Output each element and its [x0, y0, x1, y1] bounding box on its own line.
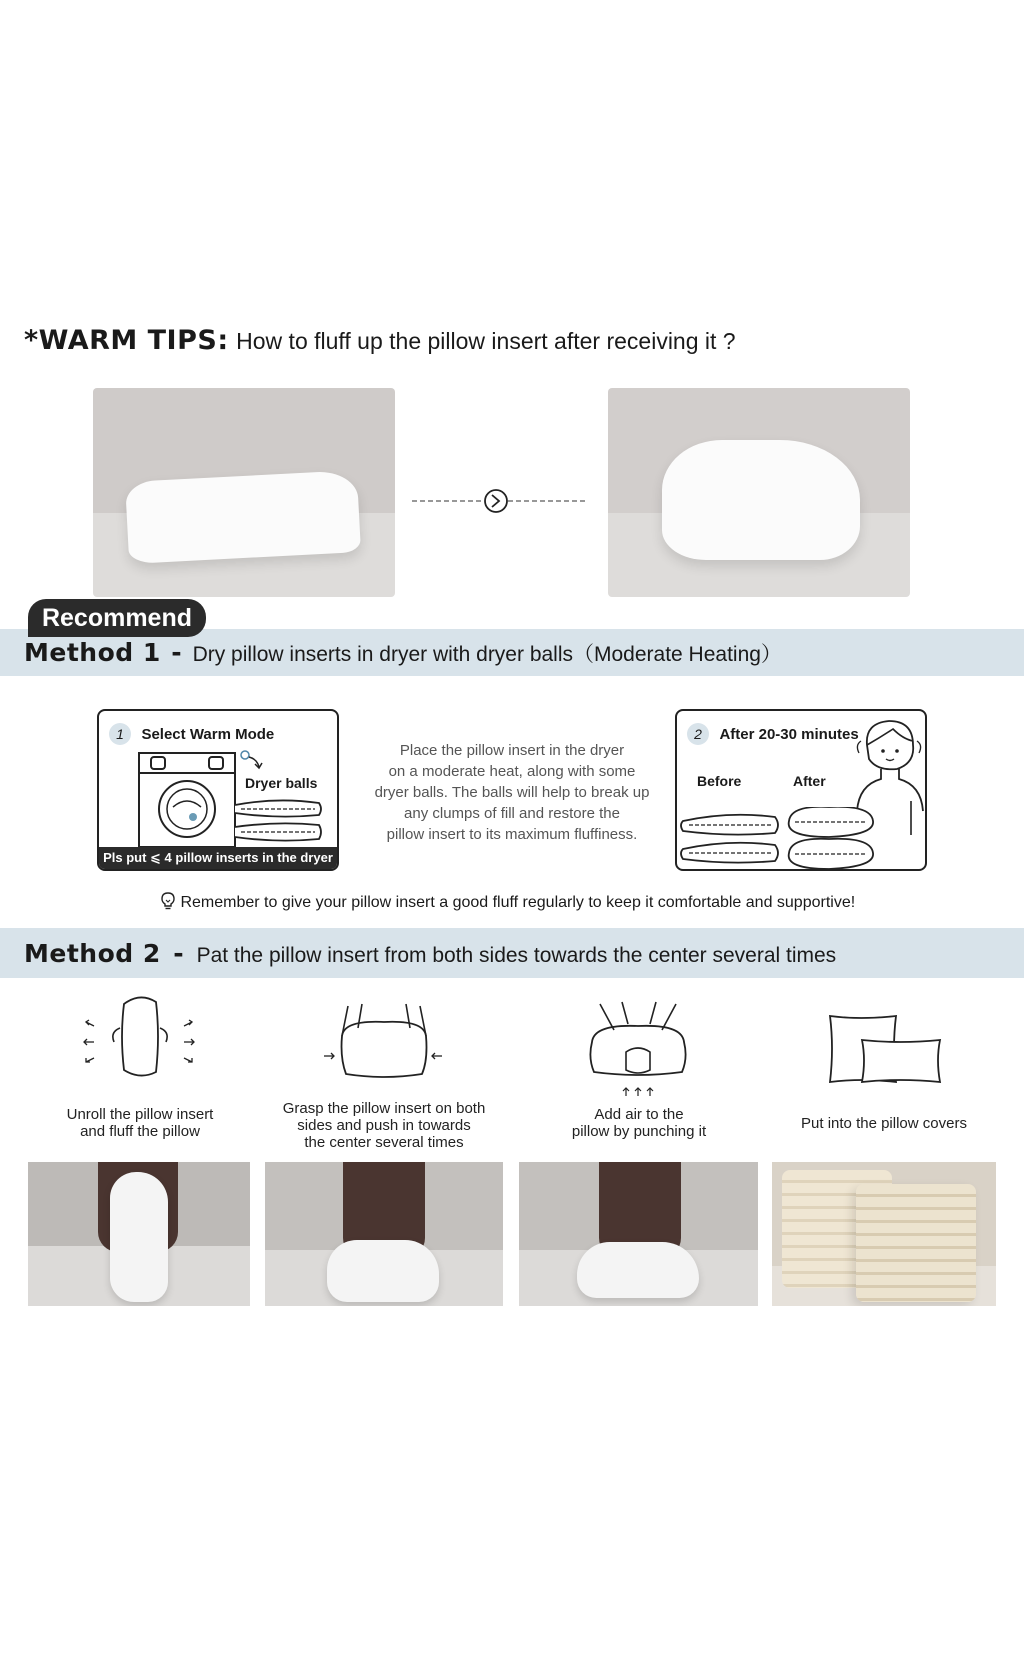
caption-line: Grasp the pillow insert on both: [282, 1100, 486, 1117]
punch-photo: [519, 1162, 758, 1306]
method1-desc: Dry pillow inserts in dryer with dryer balls（Moderate Heating）: [192, 643, 782, 666]
pillow-covers-icon: [826, 1012, 944, 1088]
arrow-connector-icon: [412, 486, 587, 516]
unroll-photo: [28, 1162, 250, 1306]
washing-machine-icon: [137, 747, 337, 849]
fluff-tip: [160, 892, 855, 912]
warm-tips-question: How to fluff up the pillow insert after receiving it ?: [236, 328, 736, 354]
step-caption: [530, 1106, 748, 1140]
step-caption: [40, 1106, 240, 1140]
method1-explanation: [356, 740, 668, 845]
step2-number: 2: [687, 723, 709, 745]
step2-header: [687, 723, 859, 745]
grasp-photo: [265, 1162, 503, 1306]
explanation-line: on a moderate heat, along with some: [388, 763, 636, 780]
caption-line: Put into the pillow covers: [801, 1115, 967, 1132]
explanation-line: dryer balls. The balls will help to break up: [374, 784, 650, 801]
pillows-comparison-icon: [679, 807, 875, 869]
step-caption: [774, 1115, 994, 1132]
fluff-tip-text: Remember to give your pillow insert a good fluff regularly to keep it comfortable and supportive!: [180, 894, 856, 911]
step1-label: Select Warm Mode: [141, 726, 275, 743]
method2-desc: Pat the pillow insert from both sides towards the center several times: [196, 944, 837, 967]
fluffed-pillow-photo: [608, 388, 910, 597]
punch-pillow-icon: [580, 1000, 698, 1100]
caption-line: Unroll the pillow insert: [66, 1106, 214, 1123]
caption-line: Add air to the: [594, 1106, 684, 1123]
method1-title: Method 1: [24, 638, 161, 667]
caption-line: pillow by punching it: [571, 1123, 707, 1140]
method2-title: Method 2: [24, 939, 161, 968]
explanation-line: Place the pillow insert in the dryer: [399, 742, 625, 759]
dryer-balls-label: Dryer balls: [245, 775, 318, 791]
explanation-line: any clumps of fill and restore the: [404, 805, 620, 822]
flat-pillow-photo: [93, 388, 395, 597]
dryer-limit-bar: Pls put ⩽ 4 pillow inserts in the dryer: [99, 847, 337, 869]
caption-line: and fluff the pillow: [80, 1123, 200, 1140]
step1-number: 1: [109, 723, 131, 745]
lightbulb-icon: [160, 892, 176, 910]
recommend-badge: Recommend: [28, 599, 206, 637]
pillow-covers-photo: [772, 1162, 996, 1306]
method2-dash: -: [173, 939, 185, 968]
step2-box: [675, 709, 927, 871]
warm-tips-heading: [24, 325, 736, 356]
explanation-line: pillow insert to its maximum fluffiness.: [386, 826, 638, 843]
step1-box: [97, 709, 339, 871]
method1-heading: [24, 638, 782, 668]
grasp-pillow-icon: [318, 1002, 448, 1082]
method1-dash: -: [171, 638, 183, 667]
method2-heading: [24, 939, 836, 968]
caption-line: the center several times: [304, 1134, 464, 1151]
step2-label: After 20-30 minutes: [719, 726, 859, 743]
caption-line: sides and push in towards: [297, 1117, 471, 1134]
unroll-pillow-icon: [80, 992, 200, 1080]
before-label: Before: [697, 773, 742, 789]
warm-tips-prefix: *WARM TIPS:: [24, 325, 229, 356]
step-caption: [266, 1100, 502, 1151]
step1-header: [109, 723, 274, 745]
after-label: After: [793, 773, 826, 789]
